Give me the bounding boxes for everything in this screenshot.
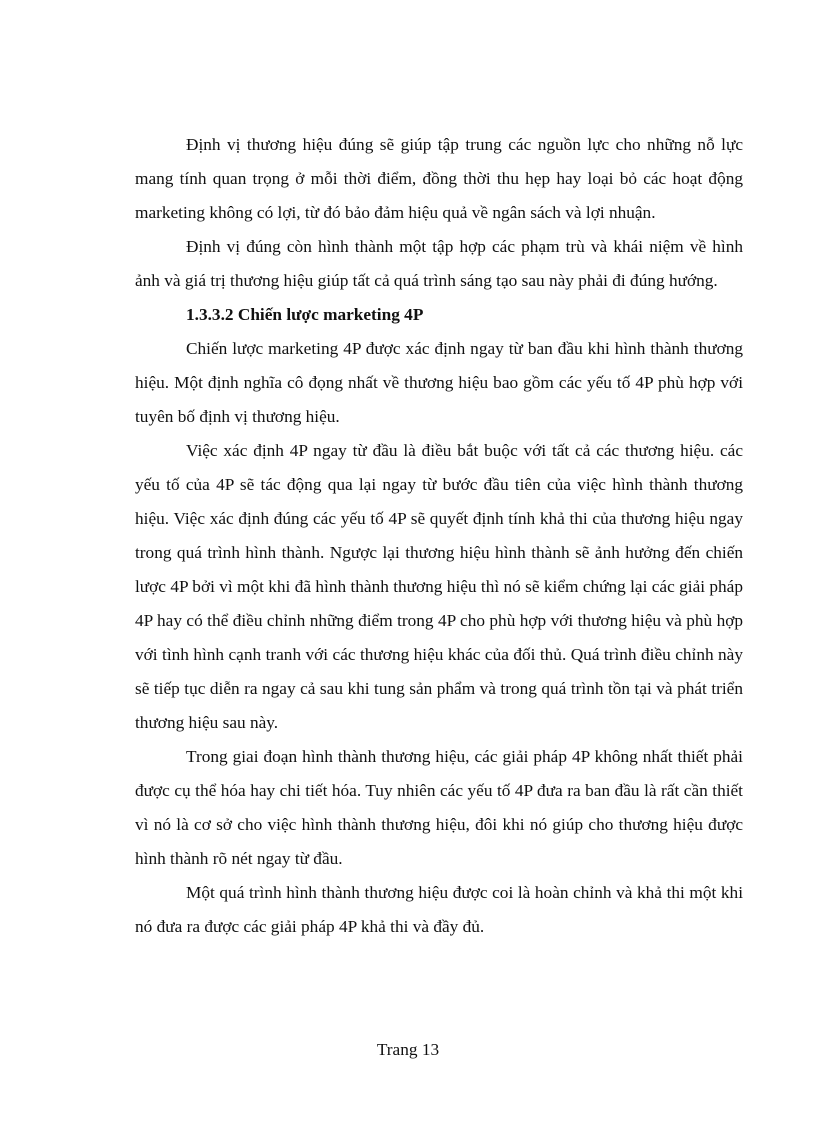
- document-body: [135, 128, 743, 944]
- paragraph: Định vị thương hiệu đúng sẽ giúp tập trung các nguồn lực cho những nỗ lực mang tính quan trọng ở mỗi thời điểm, đồng thời thu hẹp hay loại bỏ các hoạt động marketing không có lợi, từ đó bảo đảm hiệu quả về ngân sách và lợi nhuận.: [135, 135, 743, 222]
- paragraph: Một quá trình hình thành thương hiệu được coi là hoàn chỉnh và khả thi một khi nó đưa ra được các giải pháp 4P khả thi và đầy đủ.: [135, 883, 743, 936]
- page-number: Trang 13: [376, 1040, 440, 1059]
- paragraph: Chiến lược marketing 4P được xác định ngay từ ban đầu khi hình thành thương hiệu. Một định nghĩa cô đọng nhất về thương hiệu bao gồm các yếu tố 4P phù hợp với tuyên bố định vị thương hiệu.: [135, 339, 743, 426]
- paragraph: Việc xác định 4P ngay từ đầu là điều bắt buộc với tất cả các thương hiệu. các yếu tố của 4P sẽ tác động qua lại ngay từ bước đầu tiên của việc hình thành thương hiệu. Việc xác định đúng các yếu tố 4P sẽ quyết định tính khả thi của thương hiệu ngay trong quá trình hình thành. Ngược lại thương hiệu hình thành sẽ ảnh hưởng đến chiến lược 4P bởi vì một khi đã hình thành thương hiệu thì nó sẽ kiểm chứng lại các giải pháp 4P hay có thể điều chỉnh những điểm trong 4P cho phù hợp với thương hiệu và phù hợp với tình hình cạnh tranh với các thương hiệu khác của đối thủ. Quá trình điều chỉnh này sẽ tiếp tục diễn ra ngay cả sau khi tung sản phẩm và trong quá trình tồn tại và phát triển thương hiệu sau này.: [135, 441, 743, 732]
- section-heading: 1.3.3.2 Chiến lược marketing 4P: [186, 305, 424, 324]
- paragraph: Trong giai đoạn hình thành thương hiệu, các giải pháp 4P không nhất thiết phải được cụ thể hóa hay chi tiết hóa. Tuy nhiên các yếu tố 4P đưa ra ban đầu là rất cần thiết vì nó là cơ sở cho việc hình thành thương hiệu, đôi khi nó giúp cho thương hiệu được hình thành rõ nét ngay từ đầu.: [135, 747, 743, 868]
- paragraph: Định vị đúng còn hình thành một tập hợp các phạm trù và khái niệm về hình ảnh và giá trị thương hiệu giúp tất cả quá trình sáng tạo sau này phải đi đúng hướng.: [135, 237, 743, 290]
